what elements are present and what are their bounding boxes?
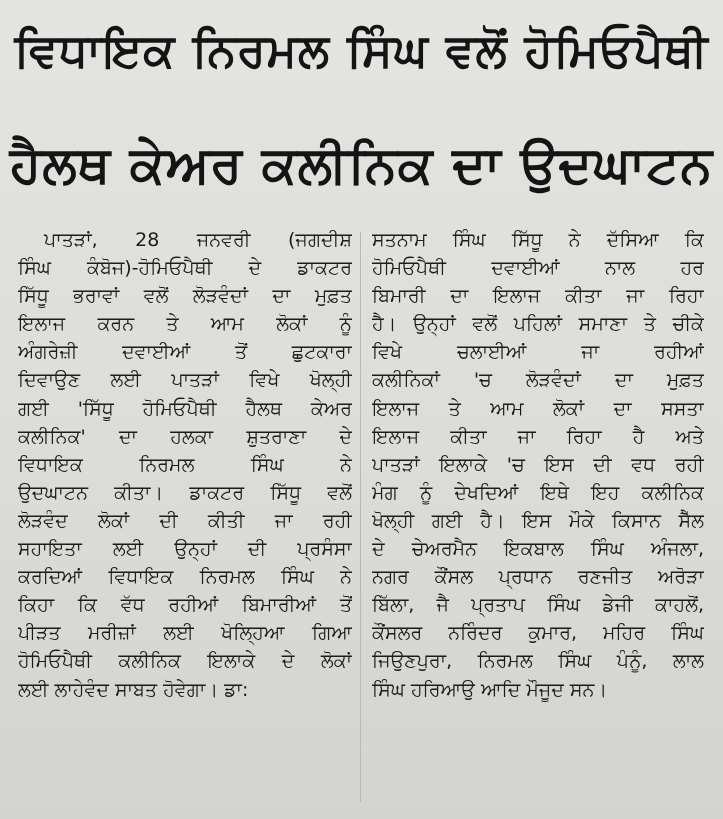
article-line: ਕੌਂਸਲਰ ਨਰਿੰਦਰ ਕੁਮਾਰ, ਮਹਿਰ ਸਿੰਘ (372, 622, 704, 645)
article-line: ਬਿਮਾਰੀ ਦਾ ਇਲਾਜ ਕੀਤਾ ਜਾ ਰਿਹਾ (372, 285, 704, 308)
article-column-right (372, 226, 704, 704)
article-line: ਸਿੱਧੂ ਭਰਾਵਾਂ ਵਲੋਂ ਲੋੜਵੰਦਾਂ ਦਾ ਮੁਫ਼ਤ (18, 285, 352, 308)
article-line: ਕਲੀਨਿਕ' ਦਾ ਹਲਕਾ ਸ਼ੁਤਰਾਣਾ ਦੇ (18, 425, 352, 448)
article-line: ਸਤਨਾਮ ਸਿੰਘ ਸਿੱਧੂ ਨੇ ਦੱਸਿਆ ਕਿ (372, 229, 704, 251)
article-line: ਇਲਾਜ ਕੀਤਾ ਜਾ ਰਿਹਾ ਹੈ ਅਤੇ (372, 425, 704, 448)
article-line: ਸਹਾਇਤਾ ਲਈ ਉਨ੍ਹਾਂ ਦੀ ਪ੍ਰਸੰਸਾ (18, 538, 352, 561)
article-line: ਜਿਉਣਪੁਰਾ, ਨਿਰਮਲ ਸਿੰਘ ਪੰਨੂੰ, ਲਾਲ (372, 650, 704, 673)
article-line: ਵਿਖੇ ਚਲਾਈਆਂ ਜਾ ਰਹੀਆਂ (372, 341, 704, 364)
article-line: ਦਿਵਾਉਣ ਲਈ ਪਾਤੜਾਂ ਵਿਖੇ ਖੋਲ੍ਹੀ (18, 369, 352, 392)
article-line: ਦੇ ਚੇਅਰਮੈਨ ਇਕਬਾਲ ਸਿੰਘ ਅੰਜਲਾ, (372, 538, 704, 561)
article-column-left (18, 226, 352, 704)
article-line: ਕਲੀਨਿਕਾਂ 'ਚ ਲੋੜਵੰਦਾਂ ਦਾ ਮੁਫ਼ਤ (372, 369, 704, 392)
article-line: ਬਿੱਲਾ, ਜੈ ਪ੍ਰਤਾਪ ਸਿੰਘ ਡੇਜੀ ਕਾਹਲੋਂ, (372, 594, 704, 617)
article-line: ਖੋਲ੍ਹੀ ਗਈ ਹੈ। ਇਸ ਮੌਕੇ ਕਿਸਾਨ ਸੈੱਲ (372, 509, 704, 532)
article-line: ਗਈ 'ਸਿੱਧੂ ਹੋਮਿਓਪੈਥੀ ਹੈਲਥ ਕੇਅਰ (18, 397, 352, 420)
article-line: ਪਾਤੜਾਂ ਇਲਾਕੇ 'ਚ ਇਸ ਦੀ ਵਧ ਰਹੀ (372, 453, 704, 476)
article-line: ਇਲਾਜ ਕਰਨ ਤੇ ਆਮ ਲੋਕਾਂ ਨੂੰ (18, 313, 352, 336)
article-line: ਲੋੜਵੰਦ ਲੋਕਾਂ ਦੀ ਕੀਤੀ ਜਾ ਰਹੀ (18, 509, 352, 532)
article-line: ਕਿਹਾ ਕਿ ਵੱਧ ਰਹੀਆਂ ਬਿਮਾਰੀਆਂ ਤੋਂ (18, 594, 352, 617)
article-line: ਵਿਧਾਇਕ ਨਿਰਮਲ ਸਿੰਘ ਨੇ (18, 453, 352, 476)
article-line: ਉਦਘਾਟਨ ਕੀਤਾ। ਡਾਕਟਰ ਸਿੱਧੂ ਵਲੋਂ (18, 481, 352, 504)
column-divider (360, 232, 361, 802)
article-line: ਹੈ। ਉਨ੍ਹਾਂ ਵਲੋਂ ਪਹਿਲਾਂ ਸਮਾਣਾ ਤੇ ਚੀਕੇ (372, 313, 704, 336)
article-line: ਲਈ ਲਾਹੇਵੰਦ ਸਾਬਤ ਹੋਵੇਗਾ। ਡਾ: (18, 678, 249, 701)
article-line: ਹੋਮਿਓਪੈਥੀ ਦਵਾਈਆਂ ਨਾਲ ਹਰ (372, 257, 704, 280)
article-line: ਸਿੰਘ ਕੰਬੋਜ)-ਹੋਮਿਓਪੈਥੀ ਦੇ ਡਾਕਟਰ (18, 257, 352, 280)
headline-line-2: ਹੈਲਥ ਕੇਅਰ ਕਲੀਨਿਕ ਦਾ ਉਦਘਾਟਨ (9, 136, 714, 195)
article-line: ਪਾਤੜਾਂ, 28 ਜਨਵਰੀ (ਜਗਦੀਸ਼ (44, 229, 352, 251)
article-line: ਇਲਾਜ ਤੇ ਆਮ ਲੋਕਾਂ ਦਾ ਸਸਤਾ (372, 397, 704, 420)
article-line: ਕਰਦਿਆਂ ਵਿਧਾਇਕ ਨਿਰਮਲ ਸਿੰਘ ਨੇ (18, 566, 352, 589)
article-line: ਨਗਰ ਕੌਂਸਲ ਪ੍ਰਧਾਨ ਰਣਜੀਤ ਅਰੋੜਾ (372, 566, 704, 589)
article-line: ਸਿੰਘ ਹਰਿਆਉ ਆਦਿ ਮੌਜੂਦ ਸਨ। (372, 678, 608, 701)
article-line: ਮੰਗ ਨੂੰ ਦੇਖਦਿਆਂ ਇਥੇ ਇਹ ਕਲੀਨਿਕ (372, 481, 704, 504)
article-line: ਪੀੜਤ ਮਰੀਜ਼ਾਂ ਲਈ ਖੋਲ੍ਹਿਆ ਗਿਆ (18, 622, 352, 645)
article-line: ਅੰਗਰੇਜ਼ੀ ਦਵਾਈਆਂ ਤੋਂ ਛੁਟਕਾਰਾ (18, 341, 352, 364)
article-line: ਹੋਮਿਓਪੈਥੀ ਕਲੀਨਿਕ ਇਲਾਕੇ ਦੇ ਲੋਕਾਂ (18, 650, 352, 673)
headline-line-1: ਵਿਧਾਇਕ ਨਿਰਮਲ ਸਿੰਘ ਵਲੋਂ ਹੋਮਿਓਪੈਥੀ (14, 23, 709, 77)
